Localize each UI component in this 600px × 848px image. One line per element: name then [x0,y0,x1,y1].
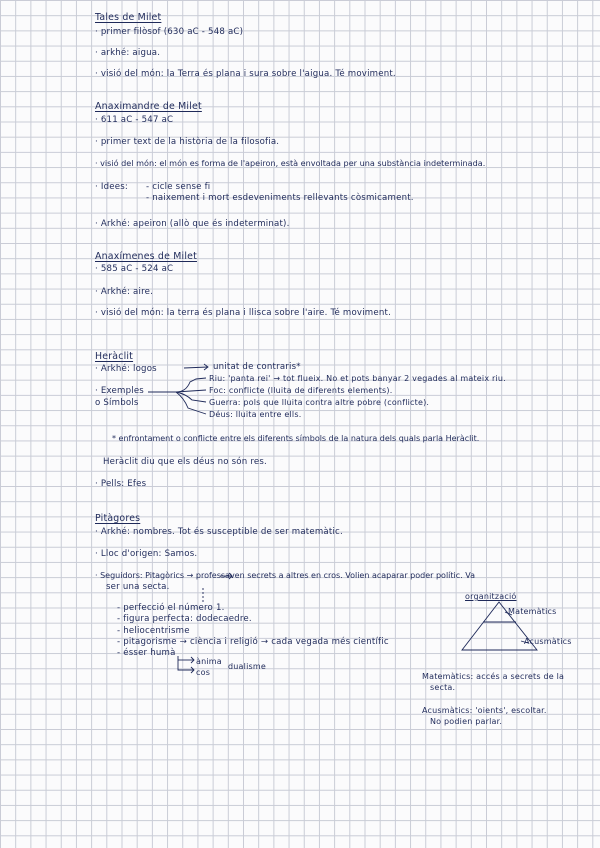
anaximandre-ideas-label: · Idees: [95,182,128,192]
arrow-logos [184,367,208,368]
tales-title: Tales de Milet [95,12,162,23]
tales-line-2: · arkhé: aigua. [95,48,161,58]
pitagores-point-2: - figura perfecta: dodecaedre. [117,614,252,624]
tales-line-3: · visió del món: la Terra és plana i sura sobre l'aigua. Té moviment. [95,69,396,79]
pitagores-title: Pitàgores [95,513,141,524]
branch-line-3 [176,392,206,402]
heraclit-arkhe: · Arkhé: logos [95,364,157,374]
pitagores-seguidors-2: ser una secta. [106,582,170,592]
anaximandre-line-2: · primer text de la història de la filosofia. [95,137,280,147]
triangle-label-top: organització [465,592,517,601]
tales-line-1: · primer filòsof (630 aC - 548 aC) [95,27,244,37]
matematics-note-2: secta. [430,683,456,692]
branch-line-4 [176,392,206,414]
anaximenes-line-3: · visió del món: la terra és plana i llisca sobre l'aire. Té moviment. [95,308,392,318]
acusmatics-note-2: No podien parlar. [430,717,503,726]
anaximandre-title: Anaximandre de Milet [95,101,202,112]
pitagores-point-4: - pitagorisme → ciència i religió → cada vegada més científic [117,637,389,647]
heraclit-note: * enfrontament o conflicte entre els diferents símbols de la natura dels quals parla Heràclit. [112,434,480,443]
pitagores-origen: · Lloc d'origen: Samos. [95,549,198,559]
pitagores-point-1: - perfecció el número 1. [117,603,225,613]
anaximandre-ideas-1: - cicle sense fi [146,182,211,192]
heraclit-deus-line: Heràclit diu que els déus no són res. [103,457,267,467]
pitagores-arkhe: · Arkhé: nombres. Tot és susceptible de ser matemàtic. [95,527,343,537]
triangle-pointer-bot [521,641,528,643]
heraclit-branch-riu: Riu: 'panta rei' → tot flueix. No et pots banyar 2 vegades al mateix riu. [209,374,506,383]
anaximenes-line-1: · 585 aC - 524 aC [95,264,174,274]
pitagores-anima: ànima [196,657,222,666]
heraclit-branch-guerra: Guerra: pols que lluita contra altre pobre (conflicte). [209,398,430,407]
anaximenes-line-2: · Arkhé: aire. [95,287,154,297]
anaximandre-line-1: · 611 aC - 547 aC [95,115,174,125]
pitagores-seguidors-1: · Seguidors: Pitagòrics → professaven secrets a altres en cros. Volien acaparar poder polític. Va [95,571,475,580]
anaximenes-title: Anaxímenes de Milet [95,251,197,262]
anaximandre-ideas-2: - naixement i mort esdeveniments rellevants còsmicament. [146,193,414,203]
heraclit-branch-foc: Foc: conflicte (lluita de diferents elements). [209,386,393,395]
heraclit-branch-deus: Déus: lluita entre ells. [209,410,302,419]
anaximandre-line-3: · visió del món: el món es forma de l'apeiron, està envoltada per una substància indeterminada. [95,158,486,168]
heraclit-title: Heràclit [95,351,134,362]
anaximandre-line-5: · Arkhé: apeiron (allò que és indeterminat). [95,219,290,229]
matematics-note-1: Matemàtics: accés a secrets de la [422,672,565,681]
heraclit-unitat: unitat de contraris* [213,362,301,372]
triangle-label-bot: Acusmàtics [524,637,572,646]
pitagores-point-3: - heliocentrisme [117,626,190,636]
pitagores-point-5: - ésser humà [117,648,176,658]
triangle-label-mid: Matemàtics [508,607,557,616]
heraclit-pells: · Pells: Efes [95,479,147,489]
heraclit-exemples: · Exemples [95,386,144,396]
pitagores-dualisme: dualisme [228,662,266,671]
acusmatics-note-1: Acusmàtics: 'oients', escoltar. [422,706,547,715]
pitagores-cos: cos [196,668,211,677]
heraclit-simbols: o Símbols [95,398,139,408]
